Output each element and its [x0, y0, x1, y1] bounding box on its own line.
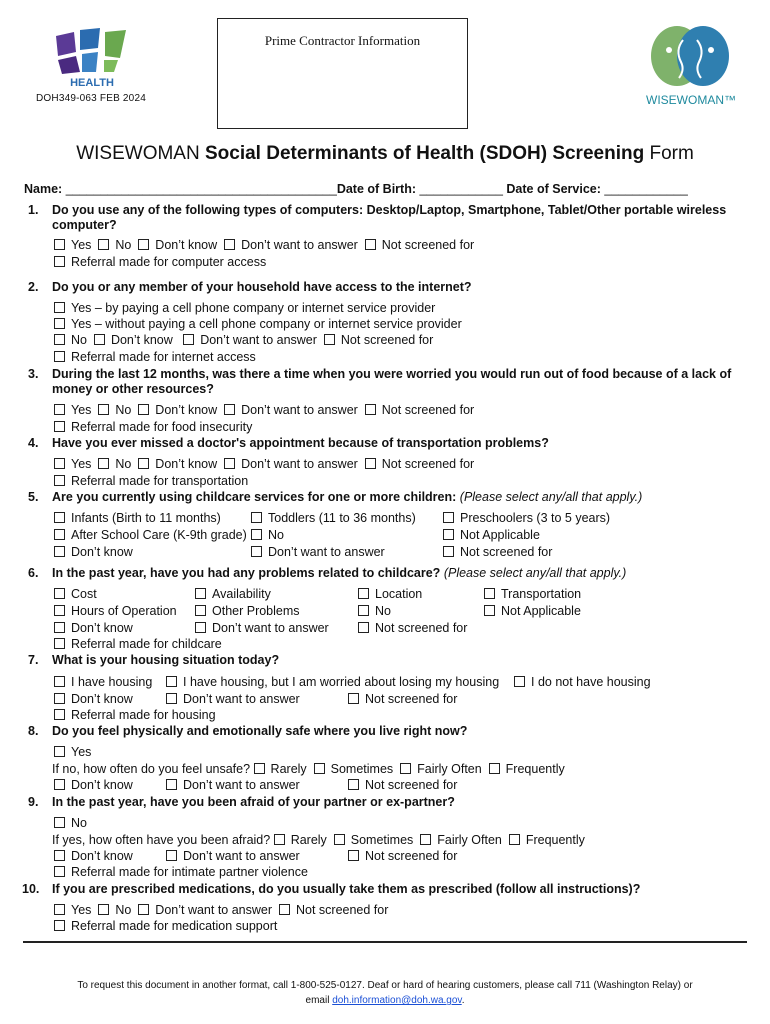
checkbox[interactable] [54, 351, 65, 362]
checkbox[interactable] [54, 529, 65, 540]
checkbox[interactable] [54, 512, 65, 523]
checkbox[interactable] [251, 546, 262, 557]
q1-option[interactable]: Yes [54, 238, 91, 252]
q2-option[interactable]: Not screened for [324, 333, 433, 347]
checkbox[interactable] [54, 546, 65, 557]
q4-options [54, 457, 474, 472]
q8-option[interactable]: Not screened for [348, 778, 457, 793]
checkbox[interactable] [420, 834, 431, 845]
checkbox[interactable] [443, 546, 454, 557]
wisewoman-faces-icon [637, 22, 745, 112]
document-code: DOH349-063 FEB 2024 [36, 93, 146, 104]
checkbox[interactable] [334, 834, 345, 845]
q6-option[interactable]: No [358, 604, 391, 619]
q4-option[interactable]: Don’t want to answer [224, 457, 358, 471]
checkbox[interactable] [195, 622, 206, 633]
q3-text: During the last 12 months, was there a time when you were worried you would run out of food because of a lack of [52, 367, 732, 381]
q10-option[interactable]: Don’t want to answer [138, 903, 272, 917]
checkbox[interactable] [400, 763, 411, 774]
checkbox[interactable] [98, 458, 109, 469]
q7-referral[interactable]: Referral made for housing [54, 708, 216, 723]
checkbox[interactable] [98, 239, 109, 250]
q1-referral[interactable]: Referral made for computer access [54, 255, 266, 270]
q9-followup-label: If yes, how often have you been afraid? [52, 833, 271, 847]
q6-note: (Please select any/all that apply.) [443, 566, 627, 580]
checkbox[interactable] [365, 239, 376, 250]
checkbox[interactable] [54, 475, 65, 486]
checkbox[interactable] [54, 302, 65, 313]
checkbox[interactable] [54, 458, 65, 469]
checkbox[interactable] [254, 763, 265, 774]
q9-option[interactable]: Not screened for [348, 849, 457, 864]
q9-freq-option[interactable]: Rarely [274, 833, 327, 847]
q3-number: 3. [28, 367, 39, 381]
checkbox[interactable] [166, 693, 177, 704]
q5-option[interactable]: Toddlers (11 to 36 months) [251, 511, 416, 526]
q4-number: 4. [28, 436, 39, 450]
q4-option[interactable]: No [98, 457, 131, 471]
footer [40, 978, 730, 1008]
checkbox[interactable] [166, 850, 177, 861]
svg-text:HEALTH: HEALTH [70, 77, 114, 88]
wisewoman-logo [637, 22, 745, 112]
checkbox[interactable] [138, 239, 149, 250]
checkbox[interactable] [54, 605, 65, 616]
q1-text-cont: computer? [52, 218, 117, 232]
checkbox[interactable] [358, 622, 369, 633]
q7-number: 7. [28, 653, 39, 667]
q3-options [54, 403, 474, 418]
checkbox[interactable] [489, 763, 500, 774]
q6-option[interactable]: Location [358, 587, 422, 602]
checkbox[interactable] [54, 850, 65, 861]
checkbox[interactable] [279, 904, 290, 915]
q8-text: Do you feel physically and emotionally safe where you live right now? [52, 724, 468, 738]
checkbox[interactable] [54, 920, 65, 931]
health-logo [50, 26, 130, 88]
q4-option[interactable]: Don’t know [138, 457, 217, 471]
q5-option[interactable]: Don’t know [54, 545, 133, 560]
q5-note: (Please select any/all that apply.) [459, 490, 643, 504]
q5-option[interactable]: Preschoolers (3 to 5 years) [443, 511, 610, 526]
checkbox[interactable] [166, 676, 177, 687]
q7-option[interactable]: Don’t want to answer [166, 692, 300, 707]
q2-option[interactable]: Don’t want to answer [183, 333, 317, 347]
q2-options-row [54, 333, 433, 348]
q9-freq-option[interactable]: Sometimes [334, 833, 414, 847]
q1-option[interactable]: Don’t want to answer [224, 238, 358, 252]
q5-option[interactable]: Don’t want to answer [251, 545, 385, 560]
q6-option[interactable]: Not Applicable [484, 604, 581, 619]
footer-text: To request this document in another format, call 1-800-525-0127. Deaf or hard of hearing customers, please call 711 (Washington Relay) or [77, 980, 693, 991]
checkbox[interactable] [509, 834, 520, 845]
checkbox[interactable] [98, 904, 109, 915]
q7-text: What is your housing situation today? [52, 653, 280, 667]
checkbox[interactable] [54, 817, 65, 828]
checkbox[interactable] [358, 588, 369, 599]
q9-freq-option[interactable]: Fairly Often [420, 833, 502, 847]
q3-option[interactable]: Not screened for [365, 403, 474, 417]
checkbox[interactable] [224, 458, 235, 469]
checkbox[interactable] [251, 512, 262, 523]
q6-option[interactable]: Don’t want to answer [195, 621, 329, 636]
prime-contractor-box[interactable] [217, 18, 468, 129]
checkbox[interactable] [324, 334, 335, 345]
q8-followup [52, 762, 565, 777]
q6-text: In the past year, have you had any problems related to childcare? (Please select any/all that apply.) [52, 566, 627, 580]
checkbox[interactable] [98, 404, 109, 415]
q8-option[interactable]: Don’t know [54, 778, 133, 793]
q9-option[interactable]: Don’t want to answer [166, 849, 300, 864]
checkbox[interactable] [54, 746, 65, 757]
q5-option[interactable]: After School Care (K-9th grade) [54, 528, 247, 543]
checkbox[interactable] [183, 334, 194, 345]
name-field[interactable]: _______________________________________ [65, 182, 337, 196]
health-logo-mark-icon [50, 26, 130, 88]
checkbox[interactable] [54, 904, 65, 915]
q6-option[interactable]: Cost [54, 587, 97, 602]
q8-freq-option[interactable]: Rarely [254, 762, 307, 776]
q9-followup [52, 833, 585, 848]
q6-option[interactable]: Other Problems [195, 604, 300, 619]
q8-freq-option[interactable]: Frequently [489, 762, 565, 776]
q5-text: Are you currently using childcare services for one or more children: (Please select any/all that apply.) [52, 490, 643, 504]
checkbox[interactable] [224, 239, 235, 250]
q1-option[interactable]: Not screened for [365, 238, 474, 252]
q6-option[interactable]: Don’t know [54, 621, 133, 636]
q3-option[interactable]: No [98, 403, 131, 417]
form-title: WISEWOMAN Social Determinants of Health (SDOH) Screening Form [76, 143, 694, 164]
checkbox[interactable] [54, 404, 65, 415]
q2-option[interactable]: Yes – by paying a cell phone company or internet service provider [54, 301, 435, 316]
checkbox[interactable] [195, 588, 206, 599]
q4-referral[interactable]: Referral made for transportation [54, 474, 248, 489]
q7-option[interactable]: I have housing, but I am worried about losing my housing [166, 675, 499, 690]
checkbox[interactable] [138, 458, 149, 469]
checkbox[interactable] [484, 605, 495, 616]
q1-text: Do you use any of the following types of computers: Desktop/Laptop, Smartphone, Tablet/Other portable wireless [52, 203, 727, 217]
checkbox[interactable] [274, 834, 285, 845]
checkbox[interactable] [348, 850, 359, 861]
checkbox[interactable] [138, 404, 149, 415]
q7-option[interactable]: Don’t know [54, 692, 133, 707]
checkbox[interactable] [54, 588, 65, 599]
checkbox[interactable] [54, 421, 65, 432]
q9-referral[interactable]: Referral made for intimate partner violence [54, 865, 308, 880]
q6-option[interactable]: Transportation [484, 587, 581, 602]
checkbox[interactable] [138, 904, 149, 915]
checkbox[interactable] [365, 458, 376, 469]
checkbox[interactable] [54, 779, 65, 790]
q10-options [54, 903, 388, 918]
q7-option[interactable]: I do not have housing [514, 675, 651, 690]
q1-options [54, 238, 474, 253]
checkbox[interactable] [443, 529, 454, 540]
q5-option[interactable]: Not screened for [443, 545, 552, 560]
q2-option[interactable]: Yes – without paying a cell phone company or internet service provider [54, 317, 462, 332]
checkbox[interactable] [348, 779, 359, 790]
q8-followup-label: If no, how often do you feel unsafe? [52, 762, 251, 776]
dob-field[interactable]: ____________ [419, 182, 503, 196]
checkbox[interactable] [251, 529, 262, 540]
q6-option[interactable]: Hours of Operation [54, 604, 177, 619]
q3-option[interactable]: Don’t want to answer [224, 403, 358, 417]
checkbox[interactable] [314, 763, 325, 774]
checkbox[interactable] [195, 605, 206, 616]
svg-text:WISEWOMAN™: WISEWOMAN™ [646, 93, 736, 107]
checkbox[interactable] [54, 693, 65, 704]
q10-referral[interactable]: Referral made for medication support [54, 919, 277, 934]
q10-text: If you are prescribed medications, do you usually take them as prescribed (follow all instructions)? [52, 882, 641, 896]
checkbox[interactable] [54, 334, 65, 345]
checkbox[interactable] [54, 709, 65, 720]
checkbox[interactable] [54, 866, 65, 877]
q10-number: 10. [22, 882, 40, 896]
q9-freq-option[interactable]: Frequently [509, 833, 585, 847]
dos-field[interactable]: ____________ [604, 182, 688, 196]
email-link[interactable]: doh.information@doh.wa.gov [332, 995, 462, 1006]
q9-option[interactable]: Don’t know [54, 849, 133, 864]
checkbox[interactable] [365, 404, 376, 415]
q8-number: 8. [28, 724, 39, 738]
q2-referral[interactable]: Referral made for internet access [54, 350, 256, 365]
checkbox[interactable] [484, 588, 495, 599]
q4-option[interactable]: Not screened for [365, 457, 474, 471]
q3-option[interactable]: Yes [54, 403, 91, 417]
q2-option[interactable]: Don’t know [94, 333, 173, 347]
checkbox[interactable] [348, 693, 359, 704]
checkbox[interactable] [54, 638, 65, 649]
checkbox[interactable] [443, 512, 454, 523]
q6-number: 6. [28, 566, 39, 580]
checkbox[interactable] [54, 256, 65, 267]
q8-freq-option[interactable]: Fairly Often [400, 762, 482, 776]
q9-text: In the past year, have you been afraid of your partner or ex-partner? [52, 795, 455, 809]
checkbox[interactable] [54, 676, 65, 687]
q10-option[interactable]: No [98, 903, 131, 917]
q5-number: 5. [28, 490, 39, 504]
footer-divider [23, 941, 747, 943]
q3-referral[interactable]: Referral made for food insecurity [54, 420, 252, 435]
checkbox[interactable] [514, 676, 525, 687]
q8-option[interactable]: Don’t want to answer [166, 778, 300, 793]
checkbox[interactable] [54, 239, 65, 250]
checkbox[interactable] [54, 318, 65, 329]
checkbox[interactable] [54, 622, 65, 633]
q2-text: Do you or any member of your household have access to the internet? [52, 280, 472, 294]
q3-option[interactable]: Don’t know [138, 403, 217, 417]
q5-option[interactable]: Infants (Birth to 11 months) [54, 511, 221, 526]
checkbox[interactable] [166, 779, 177, 790]
name-label: Name: [24, 182, 63, 196]
q8-option-yes[interactable]: Yes [54, 745, 91, 760]
q3-text-cont: money or other resources? [52, 382, 214, 396]
checkbox[interactable] [358, 605, 369, 616]
q7-option[interactable]: I have housing [54, 675, 152, 690]
q10-option[interactable]: Not screened for [279, 903, 388, 917]
checkbox[interactable] [94, 334, 105, 345]
q1-option[interactable]: Don’t know [138, 238, 217, 252]
dob-label: Date of Birth: [336, 182, 416, 196]
dos-label: Date of Service: [506, 182, 601, 196]
q5-option[interactable]: No [251, 528, 284, 543]
q1-number: 1. [28, 203, 39, 217]
q4-option[interactable]: Yes [54, 457, 91, 471]
q4-text: Have you ever missed a doctor's appointment because of transportation problems? [52, 436, 549, 450]
q5-option[interactable]: Not Applicable [443, 528, 540, 543]
q2-option[interactable]: No [54, 333, 87, 347]
q7-option[interactable]: Not screened for [348, 692, 457, 707]
q1-option[interactable]: No [98, 238, 131, 252]
q10-option[interactable]: Yes [54, 903, 91, 917]
q6-referral[interactable]: Referral made for childcare [54, 637, 222, 652]
q9-option-no[interactable]: No [54, 816, 87, 831]
q6-option[interactable]: Not screened for [358, 621, 467, 636]
q6-option[interactable]: Availability [195, 587, 271, 602]
prime-contractor-label: Prime Contractor Information [264, 33, 421, 48]
q8-freq-option[interactable]: Sometimes [314, 762, 394, 776]
footer-email-line: email doh.information@doh.wa.gov. [305, 995, 465, 1006]
checkbox[interactable] [224, 404, 235, 415]
q9-number: 9. [28, 795, 39, 809]
patient-info-row [24, 182, 688, 197]
q2-number: 2. [28, 280, 39, 294]
